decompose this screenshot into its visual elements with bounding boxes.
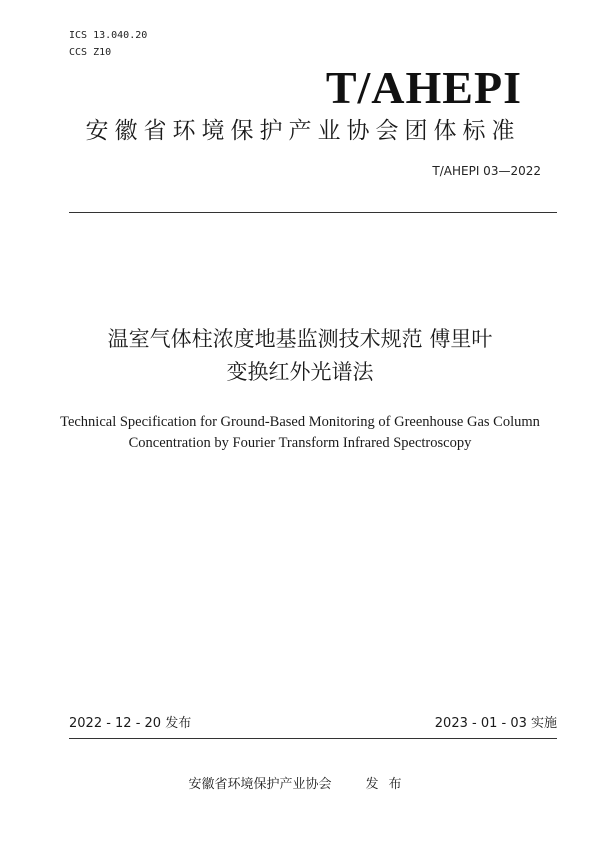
standard-brand-logo: T/AHEPI bbox=[325, 62, 522, 113]
bottom-divider bbox=[69, 738, 557, 739]
issue-date: 2022 - 12 - 20 发布 bbox=[69, 716, 192, 731]
organization-standard-title: 安徽省环境保护产业协会团体标准 bbox=[85, 118, 521, 144]
document-title-chinese bbox=[60, 323, 540, 389]
title-zh-line-1: 温室气体柱浓度地基监测技术规范 傅里叶 bbox=[107, 327, 493, 351]
document-title-english bbox=[40, 412, 560, 454]
publisher-line bbox=[0, 777, 600, 793]
standard-number: T/AHEPI 03—2022 bbox=[432, 164, 541, 178]
publisher-action: 发布 bbox=[365, 777, 412, 792]
ccs-code: CCS Z10 bbox=[69, 47, 112, 58]
implementation-date: 2023 - 01 - 03 实施 bbox=[434, 716, 557, 731]
title-en-line-1: Technical Specification for Ground-Based Monitoring of Greenhouse Gas Column bbox=[60, 414, 540, 430]
top-divider bbox=[69, 212, 557, 213]
ics-code: ICS 13.040.20 bbox=[69, 30, 148, 41]
title-zh-line-2: 变换红外光谱法 bbox=[226, 360, 374, 384]
title-en-line-2: Concentration by Fourier Transform Infrared Spectroscopy bbox=[128, 435, 472, 451]
classification-codes bbox=[69, 27, 147, 61]
publisher-name: 安徽省环境保护产业协会 bbox=[188, 777, 332, 792]
